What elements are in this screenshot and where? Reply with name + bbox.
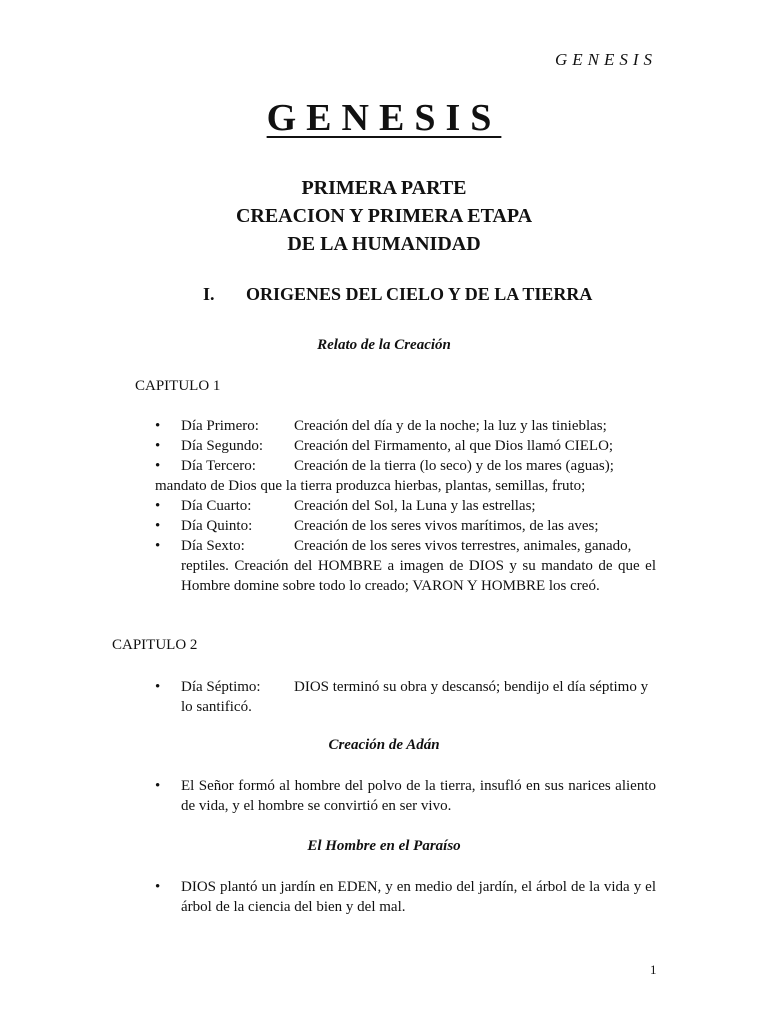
day-text: Creación de los seres vivos terrestres, animales, ganado, xyxy=(294,538,632,554)
item-text: El Señor formó al hombre del polvo de la tierra, insufló en sus narices aliento de vida, y el hombre se convirtió en ser vivo. xyxy=(181,778,656,814)
subheading-relato: Relato de la Creación xyxy=(317,337,451,353)
day-text: DIOS terminó su obra y descansó; bendijo el día séptimo y xyxy=(294,679,649,695)
chapter-1-label: CAPITULO 1 xyxy=(135,378,221,394)
list-item xyxy=(155,456,656,496)
day-label: Día Cuarto: xyxy=(181,498,252,514)
item-text: DIOS plantó un jardín en EDEN, y en medio del jardín, el árbol de la vida y el árbol de la ciencia del bien y del mal. xyxy=(181,879,656,915)
day-text-continued: lo santificó. xyxy=(181,699,252,715)
chapter-2-list xyxy=(155,677,656,717)
document-title xyxy=(0,96,768,140)
day-label: Día Segundo: xyxy=(181,438,264,454)
subheading-paraiso: El Hombre en el Paraíso xyxy=(307,838,461,854)
page-number: 1 xyxy=(650,962,657,977)
document-title-text: GENESIS xyxy=(266,97,502,139)
list-item xyxy=(155,877,656,917)
subheading-adan: Creación de Adán xyxy=(328,737,440,753)
section-heading xyxy=(203,284,592,305)
list-item xyxy=(155,677,656,717)
section-number: I. xyxy=(203,284,215,304)
list-item xyxy=(155,436,656,456)
day-text: Creación del Sol, la Luna y las estrellas; xyxy=(294,498,536,514)
paraiso-list xyxy=(155,877,656,917)
list-item xyxy=(155,536,656,596)
day-label: Día Primero: xyxy=(181,418,259,434)
list-item xyxy=(155,416,656,436)
day-label: Día Tercero: xyxy=(181,458,256,474)
day-text: Creación del día y de la noche; la luz y las tinieblas; xyxy=(294,418,607,434)
chapter-1-list xyxy=(155,416,656,596)
chapter-2-label: CAPITULO 2 xyxy=(112,637,198,653)
day-label: Día Quinto: xyxy=(181,518,253,534)
part-heading-line1: PRIMERA PARTE xyxy=(301,177,467,199)
list-item xyxy=(155,776,656,816)
day-label: Día Séptimo: xyxy=(181,679,261,695)
section-title: ORIGENES DEL CIELO Y DE LA TIERRA xyxy=(246,284,593,304)
day-text: Creación de los seres vivos marítimos, de las aves; xyxy=(294,518,599,534)
adan-list xyxy=(155,776,656,816)
part-heading xyxy=(0,174,768,258)
day-text-continued: reptiles. Creación del HOMBRE a imagen de DIOS y su mandato de que el Hombre domine sobre todo lo creado; VARON Y HOMBRE los creó. xyxy=(181,558,656,594)
day-text-continued: mandato de Dios que la tierra produzca hierbas, plantas, semillas, fruto; xyxy=(155,478,586,494)
part-heading-line2: CREACION Y PRIMERA ETAPA xyxy=(235,205,533,227)
day-text: Creación del Firmamento, al que Dios llamó CIELO; xyxy=(294,438,614,454)
running-head: GENESIS xyxy=(554,50,657,69)
list-item xyxy=(155,516,656,536)
list-item xyxy=(155,496,656,516)
day-label: Día Sexto: xyxy=(181,538,245,554)
part-heading-line3: DE LA HUMANIDAD xyxy=(287,233,481,255)
day-text: Creación de la tierra (lo seco) y de los mares (aguas); xyxy=(294,458,614,474)
